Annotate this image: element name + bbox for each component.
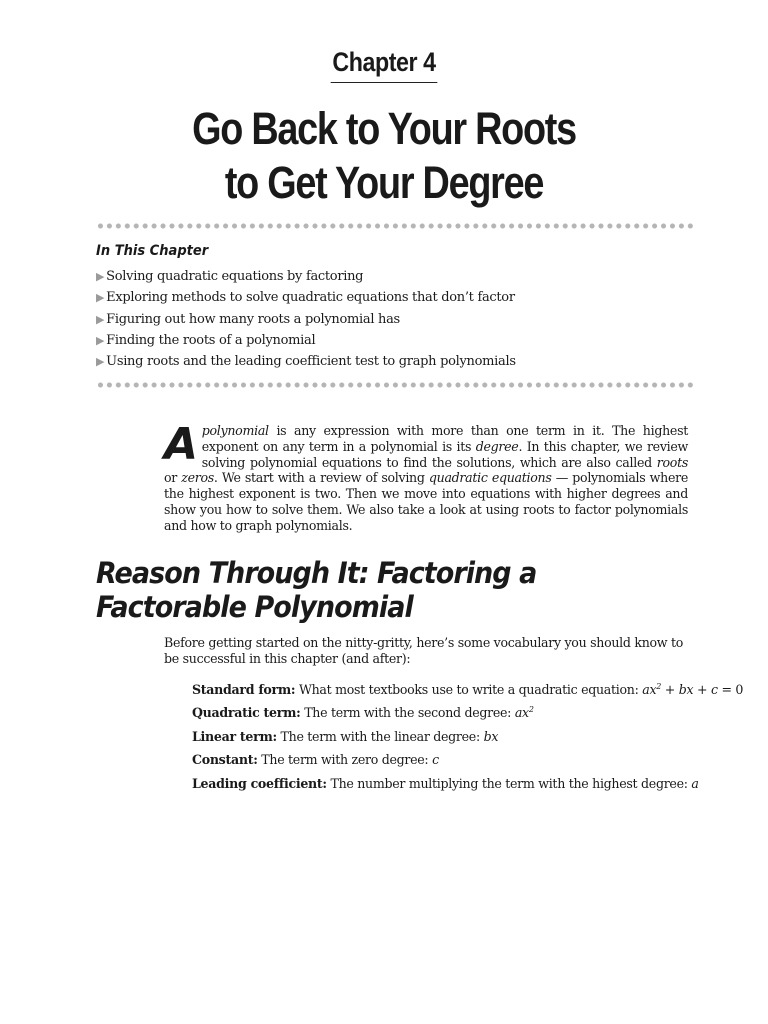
- chapter-title: [0, 102, 768, 210]
- term-zeros: zeros: [181, 470, 214, 486]
- list-item-text: Solving quadratic equations by factoring: [106, 269, 364, 284]
- definition-term: Constant:: [192, 752, 258, 768]
- definition-constant: [192, 750, 743, 773]
- definition-text: The term with zero degree:: [257, 752, 433, 768]
- intro-text: . We start with a review of solving: [213, 470, 429, 486]
- math-expression: [515, 705, 534, 720]
- intro-text: is any expression with more than one term in it. The highest exponent on any term in a polynomial is its: [201, 423, 688, 454]
- math-expression: c: [432, 752, 439, 768]
- section-heading-line-2: Factorable Polynomial: [96, 590, 413, 624]
- in-this-chapter-list: [96, 266, 516, 372]
- triangle-bullet-icon: ▶: [96, 355, 105, 369]
- term-degree: degree: [475, 438, 519, 454]
- list-item-text: Using roots and the leading coefficient test to graph polynomials: [106, 354, 516, 370]
- list-item: [96, 287, 516, 308]
- triangle-bullet-icon: ▶: [96, 333, 105, 347]
- triangle-bullet-icon: ▶: [96, 270, 105, 283]
- list-item: [96, 330, 516, 351]
- math-exponent: 2: [656, 682, 662, 691]
- math-term: ax: [514, 705, 529, 721]
- math-term: ax: [642, 682, 657, 697]
- term-quadratic-equations: quadratic equations: [428, 470, 552, 486]
- math-expression: a: [691, 775, 699, 791]
- term-polynomial: polynomial: [201, 423, 269, 438]
- math-operator: +: [693, 682, 711, 697]
- intro-text: or: [164, 470, 182, 486]
- list-item-text: Finding the roots of a polynomial: [106, 332, 316, 348]
- list-item-text: Exploring methods to solve quadratic equations that don’t factor: [106, 290, 515, 306]
- intro-paragraph: [164, 419, 689, 534]
- in-this-chapter-heading: In This Chapter: [96, 243, 209, 259]
- math-term: c: [710, 682, 718, 697]
- chapter-label: [0, 46, 768, 83]
- definition-term: Standard form:: [192, 682, 296, 697]
- math-operator: = 0: [717, 682, 744, 697]
- definition-text: What most textbooks use to write a quadratic equation:: [295, 682, 643, 697]
- definition-list: [192, 680, 743, 797]
- definition-text: The term with the linear degree:: [276, 728, 484, 744]
- chapter-title-line-2: to Get Your Degree: [224, 157, 544, 208]
- section-heading-line-1: Reason Through It: Factoring a: [96, 556, 537, 590]
- definition-standard-form: [192, 680, 743, 703]
- intro-text: — polynomials where the highest exponent is two. Then we move into equations with higher degrees and show you how to solve them. We also take a look at using roots to factor polynomials and how to graph polynomials.: [164, 470, 688, 533]
- intro-text: . In this chapter, we review solving polynomial equations to find the solutions, which are also called: [201, 438, 689, 470]
- chapter-title-line-1: Go Back to Your Roots: [192, 103, 576, 154]
- list-item: [96, 351, 516, 372]
- math-expression: [642, 682, 743, 697]
- list-item: [96, 266, 516, 287]
- definition-term: Linear term:: [192, 728, 277, 744]
- math-operator: +: [661, 682, 679, 697]
- section-heading: [96, 556, 654, 624]
- math-term: bx: [678, 682, 694, 697]
- definition-text: The number multiplying the term with the highest degree:: [326, 775, 692, 791]
- definition-term: Leading coefficient:: [192, 775, 327, 791]
- dotted-divider-top: [96, 223, 696, 229]
- math-expression: bx: [483, 728, 499, 744]
- definition-leading-coefficient: [192, 774, 743, 797]
- chapter-number: Chapter 4: [331, 46, 438, 83]
- triangle-bullet-icon: ▶: [96, 312, 105, 326]
- math-exponent: 2: [528, 705, 534, 715]
- vocabulary-intro: Before getting started on the nitty-gritty, here’s some vocabulary you should know to be successful in this chapter (and after):: [164, 635, 684, 666]
- list-item-text: Figuring out how many roots a polynomial has: [106, 311, 400, 327]
- term-roots: roots: [656, 454, 688, 470]
- drop-cap: A: [164, 419, 198, 470]
- definition-quadratic-term: [192, 703, 743, 726]
- definition-linear-term: [192, 727, 743, 750]
- definition-term: Quadratic term:: [192, 705, 301, 721]
- dotted-divider-bottom: [96, 382, 696, 388]
- definition-text: The term with the second degree:: [300, 705, 515, 721]
- triangle-bullet-icon: ▶: [96, 291, 105, 305]
- list-item: [96, 309, 516, 330]
